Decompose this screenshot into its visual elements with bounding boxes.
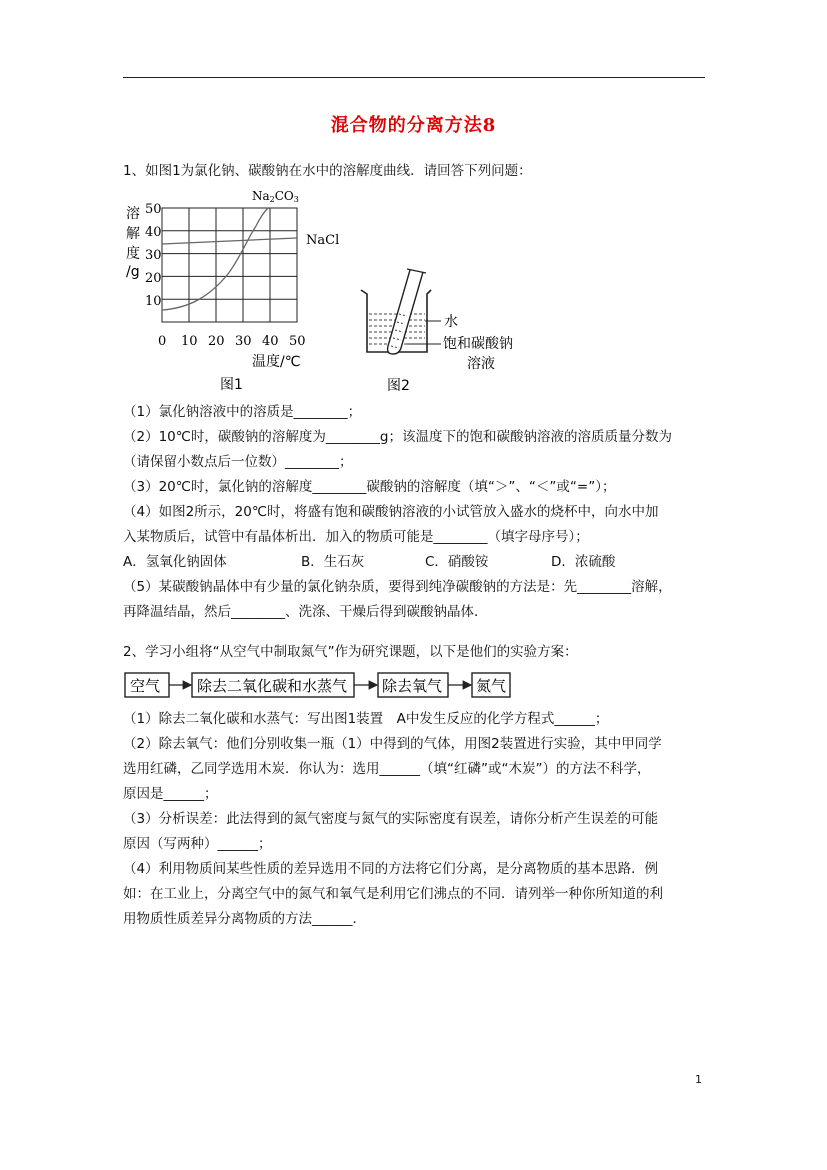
q1-part1: （1）氯化钠溶液中的溶质是________； — [123, 404, 362, 420]
series-label-nacl: NaCl — [306, 233, 340, 248]
x-tick-label: 20 — [208, 334, 225, 349]
y-tick-label: 10 — [145, 294, 162, 309]
x-tick-label: 40 — [262, 334, 279, 349]
q2-part1: （1）除去二氧化碳和水蒸气：写出图1装置 A中发生反应的化学方程式______； — [123, 711, 609, 727]
q2-part3: （3）分析误差：此法得到的氮气密度与氮气的实际密度有误差，请你分析产生误差的可能 — [123, 811, 659, 827]
experiment-flow-diagram — [122, 670, 522, 702]
q1-options — [123, 552, 615, 572]
option-d: D．浓硫酸 — [551, 554, 616, 570]
x-tick-label: 10 — [181, 334, 198, 349]
figure-1-solubility-chart — [120, 186, 350, 396]
q1-intro: 1、如图1为氯化钠、碳酸钠在水中的溶解度曲线．请回答下列问题： — [123, 163, 532, 179]
q2-part4-end: 用物质性质差异分离物质的方法______． — [123, 911, 366, 927]
q1-part2-cont: （请保留小数点后一位数）________； — [123, 454, 353, 470]
y-tick-label: 20 — [145, 271, 162, 286]
option-b: B．生石灰 — [301, 554, 365, 570]
header-rule — [123, 77, 705, 78]
q1-part3: （3）20℃时，氯化钠的溶解度________碳酸钠的溶解度（填“＞”、“＜”或“=”）； — [123, 479, 616, 495]
flow-label-air: 空气 — [130, 677, 161, 695]
option-a: A．氢氧化钠固体 — [123, 554, 227, 570]
series-line-na2co3 — [162, 208, 268, 310]
series-label-na2co3: Na2CO3 — [252, 189, 299, 204]
y-axis-label-char: 度 — [126, 246, 140, 262]
x-tick-label: 0 — [158, 334, 167, 349]
flow-label-remove-co2-h2o: 除去二氧化碳和水蒸气 — [197, 677, 348, 695]
q2-intro: 2、学习小组将“从空气中制取氮气”作为研究课题，以下是他们的实验方案： — [123, 644, 578, 660]
q1-part4: （4）如图2所示，20℃时，将盛有饱和碳酸钠溶液的小试管放入盛水的烧杯中，向水中加 — [123, 504, 659, 520]
q2-part4: （4）利用物质间某些性质的差异选用不同的方法将它们分离，是分离物质的基本思路．例 — [123, 861, 659, 877]
x-tick-label: 30 — [235, 334, 252, 349]
test-tube — [388, 269, 426, 354]
figure-2-beaker — [355, 264, 535, 396]
q2-part4-cont: 如：在工业上，分离空气中的氮气和氧气是利用它们沸点的不同．请列举一种你所知道的利 — [123, 886, 663, 902]
q1-part5: （5）某碳酸钠晶体中有少量的氯化钠杂质，要得到纯净碳酸钠的方法是：先________溶解， — [123, 579, 672, 595]
option-c: C．硝酸铵 — [425, 554, 489, 570]
figure-caption: 图2 — [387, 378, 410, 394]
q1-part2: （2）10℃时，碳酸钠的溶解度为________g；该温度下的饱和碳酸钠溶液的溶质质量分数为 — [123, 429, 672, 445]
x-tick-label: 50 — [289, 334, 306, 349]
y-tick-label: 50 — [145, 202, 162, 217]
page-number: 1 — [695, 1073, 702, 1086]
series-line-nacl — [162, 238, 297, 244]
y-axis-label-char: /g — [126, 264, 140, 280]
q2-part2-cont: 选用红磷，乙同学选用木炭．你认为：选用______（填“红磷”或“木炭”）的方法不科学， — [123, 761, 651, 777]
q1-part4-cont: 入某物质后，试管中有晶体析出．加入的物质可能是________（填字母序号）； — [123, 529, 589, 545]
q2-part2: （2）除去氧气：他们分别收集一瓶（1）中得到的气体，用图2装置进行实验，其中甲同学 — [123, 736, 662, 752]
q2-part3-cont: 原因（写两种）______； — [123, 836, 272, 852]
x-axis-label: 温度/℃ — [252, 354, 301, 370]
q2-part2-reason: 原因是______； — [123, 786, 218, 802]
y-axis-label-char: 溶 — [126, 206, 140, 222]
label-water: 水 — [444, 314, 458, 330]
q1-part5-cont: 再降温结晶，然后________、洗涤、干燥后得到碳酸钠晶体． — [123, 604, 488, 620]
flow-label-remove-o2: 除去氧气 — [382, 677, 443, 695]
label-saturated-solution: 饱和碳酸钠 — [443, 336, 513, 352]
figure-caption: 图1 — [220, 377, 243, 393]
y-tick-label: 40 — [145, 225, 162, 240]
label-saturated-solution-2: 溶液 — [467, 356, 495, 372]
y-axis-label-char: 解 — [126, 226, 140, 242]
page-title: 混合物的分离方法8 — [330, 115, 497, 136]
y-tick-label: 30 — [145, 248, 162, 263]
flow-label-nitrogen: 氮气 — [476, 677, 507, 695]
